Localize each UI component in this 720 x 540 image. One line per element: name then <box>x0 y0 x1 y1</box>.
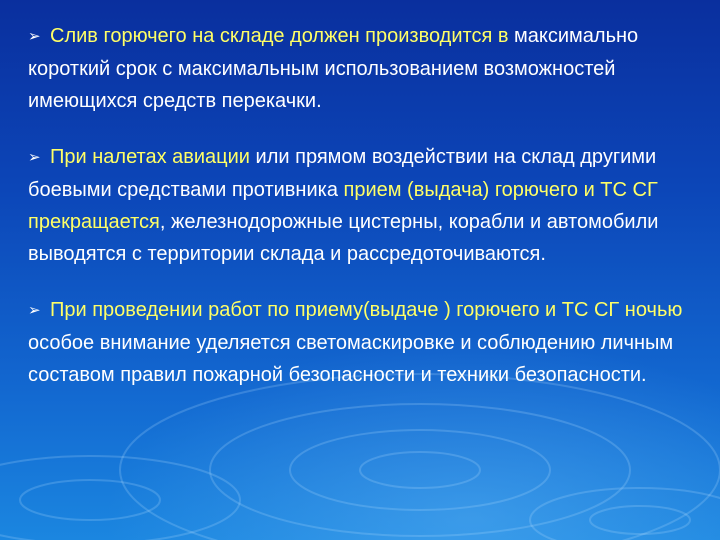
paragraph-1-highlight: Слив горючего на складе должен производится в <box>50 25 509 47</box>
paragraph-2 <box>28 141 708 270</box>
paragraph-3 <box>28 294 708 391</box>
arrow-bullet-icon: ➢ <box>28 302 41 319</box>
paragraph-2-text-1: или прямом воздействии на склад другими боевыми средствами противника <box>28 146 657 201</box>
paragraph-2-highlight-2: прием (выдача) горючего и ТС СГ прекращается <box>28 179 658 233</box>
paragraph-1-text: максимально короткий срок с максимальным использованием возможностей имеющихся средств перекачки. <box>28 25 639 112</box>
arrow-bullet-icon: ➢ <box>28 28 41 45</box>
paragraph-2-text-2: , железнодорожные цистерны, корабли и автомобили выводятся с территории склада и рассредоточиваются. <box>28 211 659 265</box>
arrow-bullet-icon: ➢ <box>28 149 41 166</box>
paragraph-1 <box>28 20 708 117</box>
paragraph-3-text: особое внимание уделяется светомаскировке и соблюдению личным составом правил пожарной безопасности и техники безопасности. <box>28 332 674 386</box>
slide-content <box>28 20 708 415</box>
paragraph-3-highlight: При проведении работ по приему(выдаче ) горючего и ТС СГ ночью <box>50 299 683 321</box>
paragraph-2-highlight-1: При налетах авиации <box>50 146 250 168</box>
